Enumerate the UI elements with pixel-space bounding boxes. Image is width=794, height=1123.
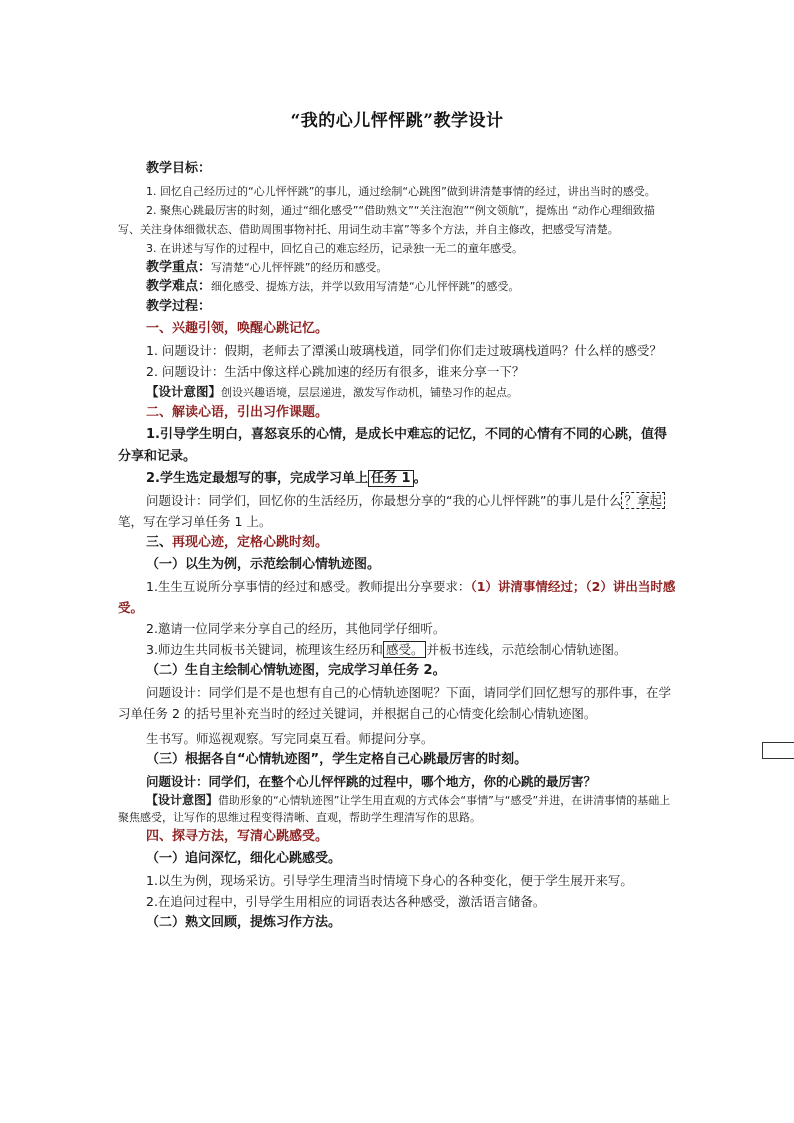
difficulty xyxy=(118,277,676,296)
section-2-para-3 xyxy=(118,490,676,532)
goal-item-1: 1. 回忆自己经历过的“心儿怦怦跳”的事儿，通过绘制“心跳图”做到讲清楚事情的经过，讲出当时的感受。 xyxy=(146,185,656,198)
section-4-para-1: 1.以生为例，现场采访。引导学生理清当时情境下身心的各种变化，便于学生展开来写。 xyxy=(146,873,633,888)
section-3-sub-2-para-2: 生书写。师巡视观察。写完同桌互看。师提问分享。 xyxy=(146,731,434,746)
section-4-heading: 四、探寻方法，写清心跳感受。 xyxy=(146,829,329,844)
task-1-box: 任务 1 xyxy=(368,470,414,487)
goals-heading: 教学目标： xyxy=(146,161,212,176)
section-1-intent-text: 创设兴趣语境，层层递进，激发写作动机，铺垫习作的起点。 xyxy=(221,386,519,399)
section-2-para-1: 1.引导学生明白，喜怒哀乐的心情，是成长中难忘的记忆，不同的心情有不同的心跳，值得分享和记录。 xyxy=(118,427,667,464)
section-1-question-1: 1. 问题设计：假期，老师去了潭溪山玻璃栈道，同学们你们走过玻璃栈道吗？什么样的感受？ xyxy=(146,343,662,358)
section-2-para-2-post: 。 xyxy=(413,471,427,486)
section-1-intent xyxy=(118,382,676,402)
process-heading: 教学过程： xyxy=(146,299,212,314)
section-3-intent-label: 【设计意图】 xyxy=(146,793,219,807)
section-1-question-2: 2. 问题设计：生活中像这样心跳加速的经历有很多，谁来分享一下？ xyxy=(146,364,525,379)
share-requirements: （1）讲清事情经过；（2）讲出当时感受。 xyxy=(118,579,676,615)
section-3-sub-2-para-1: 问题设计：同学们是不是也想有自己的心情轨迹图呢？下面，请同学们回忆想写的那件事，在学习单任务 2 的括号里补充当时的经过关键词，并根据自己的心情变化绘制心情轨迹图。 xyxy=(118,685,672,721)
section-4-sub-2: （二）熟文回顾，提炼习作方法。 xyxy=(146,915,342,930)
section-3-sub-3-para-1: 问题设计：同学们，在整个心儿怦怦跳的过程中，哪个地方，你的心跳的最厉害？ xyxy=(146,774,597,789)
key-point xyxy=(118,258,676,277)
margin-comment-box xyxy=(762,742,794,759)
section-1-intent-label: 【设计意图】 xyxy=(146,384,222,399)
section-3-sub-1: （一）以生为例，示范绘制心情轨迹图。 xyxy=(146,557,381,572)
difficulty-text: 细化感受、提炼方法，并学以致用写清楚“心儿怦怦跳”的感受。 xyxy=(211,280,520,293)
section-3-sub-2: （二）生自主绘制心情轨迹图，完成学习单任务 2。 xyxy=(146,663,446,678)
section-3-sub-1-para-3-post: 并板书连线，示范绘制心情轨迹图。 xyxy=(426,642,627,657)
section-3-sub-3: （三）根据各自“心情轨迹图”，学生定格自己心跳最厉害的时刻。 xyxy=(146,752,528,767)
pick-pen-box: ？拿起 xyxy=(621,492,665,509)
section-2-para-3-post: 笔，写在学习单任务 1 上。 xyxy=(118,514,272,529)
document-title: “我的心儿怦怦跳”教学设计 xyxy=(290,111,504,131)
section-3-heading-text: 再现心迹，定格心跳时刻。 xyxy=(172,535,329,550)
section-3-sub-1-para-3-pre: 3.师边生共同板书关键词，梳理该生经历和 xyxy=(146,642,383,657)
section-3-sub-1-para-3 xyxy=(118,639,676,660)
goal-item-3: 3. 在讲述与写作的过程中，回忆自己的难忘经历，记录独一无二的童年感受。 xyxy=(146,242,523,255)
difficulty-label: 教学难点： xyxy=(146,279,212,294)
key-point-label: 教学重点： xyxy=(146,260,212,275)
section-3-heading-num: 三、 xyxy=(146,535,173,550)
key-point-text: 写清楚“心儿怦怦跳”的经历和感受。 xyxy=(211,261,388,274)
section-3-sub-1-para-2: 2.邀请一位同学来分享自己的经历，其他同学仔细听。 xyxy=(146,621,446,636)
section-2-para-3-pre: 问题设计：同学们，回忆你的生活经历，你最想分享的“我的心儿怦怦跳”的事儿是什么 xyxy=(146,493,622,508)
section-3-intent-text: 借助形象的“心情轨迹图”让学生用直观的方式体会“事情”与“感受”并进，在讲清事情的基础上聚焦感受，让写作的思维过程变得清晰、直观，帮助学生理清写作的思路。 xyxy=(118,794,671,824)
section-1-heading: 一、兴趣引领，唤醒心跳记忆。 xyxy=(146,321,329,336)
document-body xyxy=(118,158,676,934)
feeling-box: 感受。 xyxy=(383,641,427,658)
section-3-sub-1-para-1-pre: 1.生生互说所分享事情的经过和感受。教师提出分享要求： xyxy=(146,579,471,594)
section-4-para-2: 2.在追问过程中，引导学生用相应的词语表达各种感受，激活语言储备。 xyxy=(146,894,546,909)
section-2-heading: 二、解读心语，引出习作课题。 xyxy=(146,405,329,420)
section-2-para-2-pre: 2.学生选定最想写的事，完成学习单上 xyxy=(146,471,368,486)
goal-item-2: 2. 聚焦心跳最厉害的时刻，通过“细化感受”“借助熟文”“关注泡泡”“例文领航”，提炼出 “动作心理细致描写、关注身体细微状态、借助周围事物衬托、用词生动丰富”等多个方法，并自主修改，把感受写清楚。 xyxy=(118,204,655,236)
section-2-para-2 xyxy=(118,468,676,490)
section-3-sub-1-para-1 xyxy=(118,576,676,618)
section-3-intent xyxy=(118,792,676,826)
section-3-heading xyxy=(118,532,676,554)
section-4-sub-1: （一）追问深忆，细化心跳感受。 xyxy=(146,851,342,866)
